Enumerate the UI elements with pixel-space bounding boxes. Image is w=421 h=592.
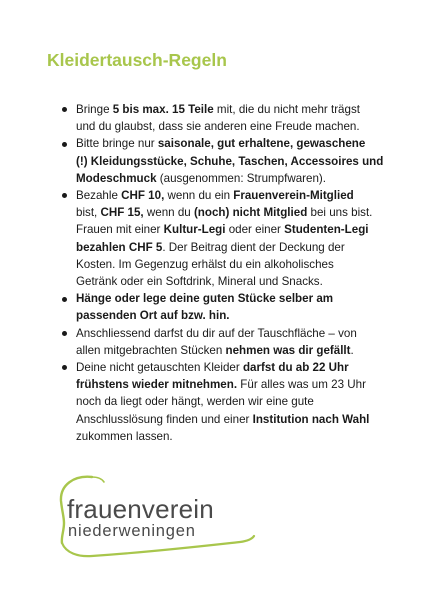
rule-line <box>76 411 380 428</box>
rule-text-bold: saisonale, gut erhaltene, gewaschene <box>157 137 366 151</box>
rule-line <box>76 118 380 135</box>
rule-text-bold: Frauenverein-Mitglied <box>233 189 354 203</box>
rule-line <box>76 359 380 376</box>
rule-text-bold: (!) Kleidungsstücke, Schuhe, Taschen, Accessoires und <box>76 154 384 168</box>
bullet-icon <box>62 365 67 370</box>
rule-text: Anschlusslösung finden und einer <box>76 412 253 426</box>
rule-text: oder einer <box>225 223 285 237</box>
rule-text-bold: nehmen was dir gefällt <box>225 343 351 357</box>
rule-line <box>76 376 380 393</box>
rule-text: wenn du <box>143 206 194 220</box>
rule-text: Bezahle <box>76 189 122 203</box>
rule-text: und du glaubst, dass sie anderen eine Freude machen. <box>76 120 360 134</box>
rule-item <box>62 290 380 324</box>
rule-line <box>76 153 384 170</box>
rule-text-bold: bezahlen CHF 5 <box>76 240 163 254</box>
rule-text-bold: (noch) nicht Mitglied <box>193 206 308 220</box>
rule-text: Für alles was um 23 Uhr <box>237 378 366 392</box>
rule-line <box>76 325 380 342</box>
rules-list <box>62 101 384 445</box>
rule-text-bold: CHF 15, <box>100 206 144 220</box>
rule-item <box>62 359 380 445</box>
rule-text: bist, <box>76 206 101 220</box>
rule-text: Kosten. Im Gegenzug erhälst du ein alkoholisches <box>76 257 334 271</box>
bullet-icon <box>62 142 67 147</box>
rule-text-bold: Modeschmuck <box>76 171 157 185</box>
rule-line <box>76 290 380 307</box>
rule-item <box>62 135 384 187</box>
bullet-icon <box>62 193 67 198</box>
rule-text: zukommen lassen. <box>76 429 173 443</box>
rule-text-bold: passenden Ort auf bzw. hin. <box>76 309 230 323</box>
rule-line <box>76 135 380 152</box>
rule-line <box>76 256 380 273</box>
rule-line <box>76 239 380 256</box>
rule-text: Anschliessend darfst du dir auf der Tauschfläche – von <box>76 326 357 340</box>
rule-line <box>76 307 380 324</box>
rule-text-bold: Institution nach Wahl <box>252 412 370 426</box>
rule-text: . <box>350 343 354 357</box>
rule-line <box>76 101 380 118</box>
rule-text: Bitte bringe nur <box>76 137 158 151</box>
rule-line <box>76 342 380 359</box>
rule-line <box>76 170 380 187</box>
rule-text-bold: frühstens wieder mitnehmen. <box>76 378 238 392</box>
rule-text: Frauen mit einer <box>76 223 164 237</box>
rule-text: wenn du ein <box>164 189 234 203</box>
rule-text-bold: Studenten-Legi <box>284 223 369 237</box>
rule-line <box>76 428 380 445</box>
rule-text-bold: 5 bis max. 15 Teile <box>112 103 214 116</box>
logo-word-niederweningen: niederweningen <box>68 522 196 540</box>
rule-text-bold: CHF 10, <box>121 189 165 203</box>
rule-text: Deine nicht getauschten Kleider <box>76 361 243 375</box>
rule-text: Getränk oder ein Softdrink, Mineral und Snacks. <box>76 275 323 289</box>
rule-text: bei uns bist. <box>307 206 373 220</box>
page-title: Kleidertausch-Regeln <box>47 50 227 70</box>
rule-item <box>62 101 380 135</box>
rule-text: allen mitgebrachten Stücken <box>76 343 226 357</box>
rule-line <box>76 187 380 204</box>
rule-line <box>76 273 380 290</box>
bullet-icon <box>62 331 67 336</box>
rule-text: Bringe <box>76 103 113 116</box>
logo-word-frauenverein: frauenverein <box>67 494 214 524</box>
rule-text: mit, die du nicht mehr trägst <box>213 103 360 116</box>
rule-line <box>76 221 380 238</box>
rule-text-bold: darfst du ab 22 Uhr <box>242 361 349 375</box>
rule-text: (ausgenommen: Strumpfwaren). <box>156 171 327 185</box>
bullet-icon <box>62 297 67 302</box>
rule-item <box>62 187 380 290</box>
rule-line <box>76 393 380 410</box>
rule-line <box>76 204 380 221</box>
logo <box>52 471 292 561</box>
rule-text-bold: Kultur-Legi <box>163 223 226 237</box>
rule-text: . Der Beitrag dient der Deckung der <box>162 240 345 254</box>
rule-text-bold: Hänge oder lege deine guten Stücke selber am <box>76 292 334 306</box>
rule-item <box>62 325 380 359</box>
rule-text: noch da liegt oder hängt, werden wir eine gute <box>76 395 314 409</box>
bullet-icon <box>62 107 67 112</box>
